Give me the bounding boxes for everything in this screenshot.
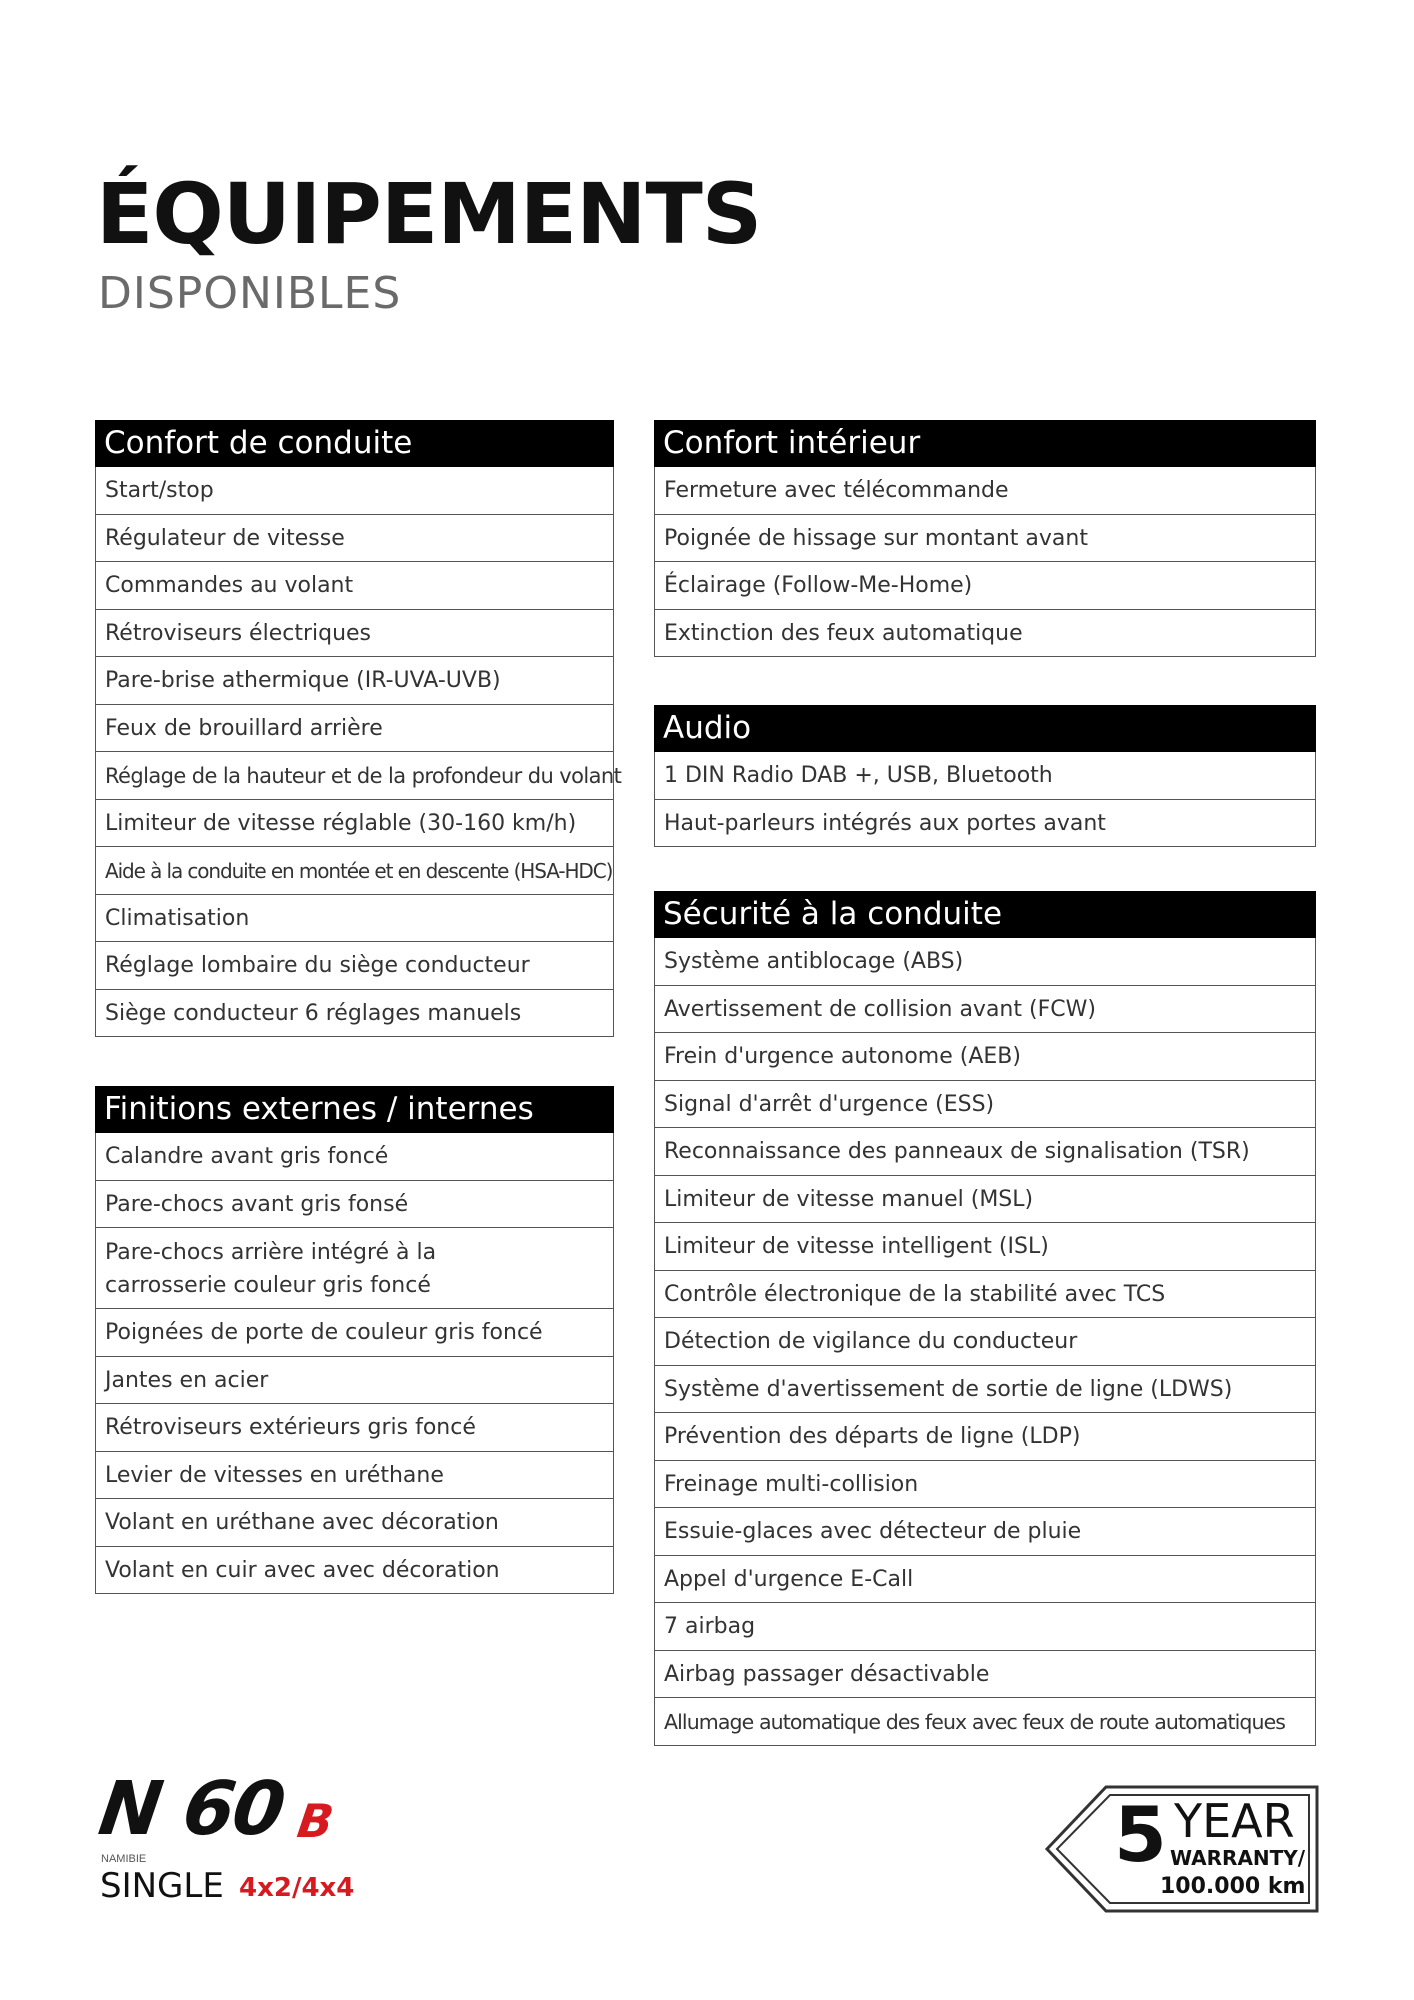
table-heading: Confort intérieur xyxy=(654,420,1316,467)
table-row: Pare-brise athermique (IR-UVA-UVB) xyxy=(96,657,613,705)
table-row: Levier de vitesses en uréthane xyxy=(96,1452,613,1500)
table-row: Limiteur de vitesse manuel (MSL) xyxy=(655,1176,1315,1224)
table-row: Reconnaissance des panneaux de signalisation (TSR) xyxy=(655,1128,1315,1176)
table-body xyxy=(654,752,1316,847)
table-row: Start/stop xyxy=(96,467,613,515)
warranty-year-label: YEAR xyxy=(1174,1794,1295,1848)
table-row: Climatisation xyxy=(96,895,613,943)
table-row: Aide à la conduite en montée et en descente (HSA-HDC) xyxy=(96,847,613,895)
warranty-years: 5 xyxy=(1114,1790,1167,1879)
table-row: Volant en cuir avec avec décoration xyxy=(96,1547,613,1595)
table-finitions xyxy=(95,1086,614,1594)
table-row: Essuie-glaces avec détecteur de pluie xyxy=(655,1508,1315,1556)
brand-variant: SINGLE xyxy=(100,1866,224,1906)
table-row: Freinage multi-collision xyxy=(655,1461,1315,1509)
table-heading: Finitions externes / internes xyxy=(95,1086,614,1133)
table-row: Détection de vigilance du conducteur xyxy=(655,1318,1315,1366)
table-row: Rétroviseurs électriques xyxy=(96,610,613,658)
table-row: Limiteur de vitesse réglable (30-160 km/h) xyxy=(96,800,613,848)
table-row: Poignées de porte de couleur gris foncé xyxy=(96,1309,613,1357)
table-audio xyxy=(654,705,1316,847)
table-row: Prévention des départs de ligne (LDP) xyxy=(655,1413,1315,1461)
table-row: Feux de brouillard arrière xyxy=(96,705,613,753)
table-row: 1 DIN Radio DAB +, USB, Bluetooth xyxy=(655,752,1315,800)
table-row: Système d'avertissement de sortie de ligne (LDWS) xyxy=(655,1366,1315,1414)
table-row: Régulateur de vitesse xyxy=(96,515,613,563)
table-body xyxy=(95,467,622,1037)
table-row: Éclairage (Follow-Me-Home) xyxy=(655,562,1315,610)
brand-model: N 60 xyxy=(93,1766,289,1852)
table-row: Volant en uréthane avec décoration xyxy=(96,1499,613,1547)
brand-drive: 4x2/4x4 xyxy=(239,1873,355,1903)
warranty-label: WARRANTY/ xyxy=(1170,1846,1306,1870)
warranty-distance: 100.000 km xyxy=(1160,1874,1306,1899)
table-heading: Confort de conduite xyxy=(95,420,614,467)
table-row: Pare-chocs avant gris fonsé xyxy=(96,1181,613,1229)
table-row: Limiteur de vitesse intelligent (ISL) xyxy=(655,1223,1315,1271)
table-row: Extinction des feux automatique xyxy=(655,610,1315,658)
table-row: Siège conducteur 6 réglages manuels xyxy=(96,990,613,1038)
table-row: Réglage de la hauteur et de la profondeur du volant xyxy=(96,752,613,800)
table-body xyxy=(95,1133,614,1594)
table-row: Réglage lombaire du siège conducteur xyxy=(96,942,613,990)
table-row: Airbag passager désactivable xyxy=(655,1651,1315,1699)
table-row: Poignée de hissage sur montant avant xyxy=(655,515,1315,563)
table-body xyxy=(654,467,1316,657)
table-row: Fermeture avec télécommande xyxy=(655,467,1315,515)
page-title: ÉQUIPEMENTS xyxy=(96,165,762,263)
table-row: Frein d'urgence autonome (AEB) xyxy=(655,1033,1315,1081)
table-row: Contrôle électronique de la stabilité avec TCS xyxy=(655,1271,1315,1319)
table-confort-conduite xyxy=(95,420,622,1037)
table-row: Jantes en acier xyxy=(96,1357,613,1405)
brand-suffix: B xyxy=(294,1794,337,1848)
page-subtitle: DISPONIBLES xyxy=(98,268,402,319)
table-heading: Audio xyxy=(654,705,1316,752)
table-row: Calandre avant gris foncé xyxy=(96,1133,613,1181)
table-row: Allumage automatique des feux avec feux de route automatiques xyxy=(655,1698,1315,1746)
table-row: Pare-chocs arrière intégré à la carrosserie couleur gris foncé xyxy=(96,1228,613,1309)
table-row: Signal d'arrêt d'urgence (ESS) xyxy=(655,1081,1315,1129)
table-row: Appel d'urgence E-Call xyxy=(655,1556,1315,1604)
table-row: Haut-parleurs intégrés aux portes avant xyxy=(655,800,1315,848)
table-confort-interieur xyxy=(654,420,1316,657)
table-row: Avertissement de collision avant (FCW) xyxy=(655,986,1315,1034)
table-row: Commandes au volant xyxy=(96,562,613,610)
table-heading: Sécurité à la conduite xyxy=(654,891,1316,938)
table-securite xyxy=(654,891,1316,1746)
table-row: Système antiblocage (ABS) xyxy=(655,938,1315,986)
warranty-badge xyxy=(1044,1784,1319,1914)
table-row: Rétroviseurs extérieurs gris foncé xyxy=(96,1404,613,1452)
brand-country: NAMIBIE xyxy=(101,1853,147,1865)
table-body xyxy=(654,938,1316,1746)
table-row: 7 airbag xyxy=(655,1603,1315,1651)
